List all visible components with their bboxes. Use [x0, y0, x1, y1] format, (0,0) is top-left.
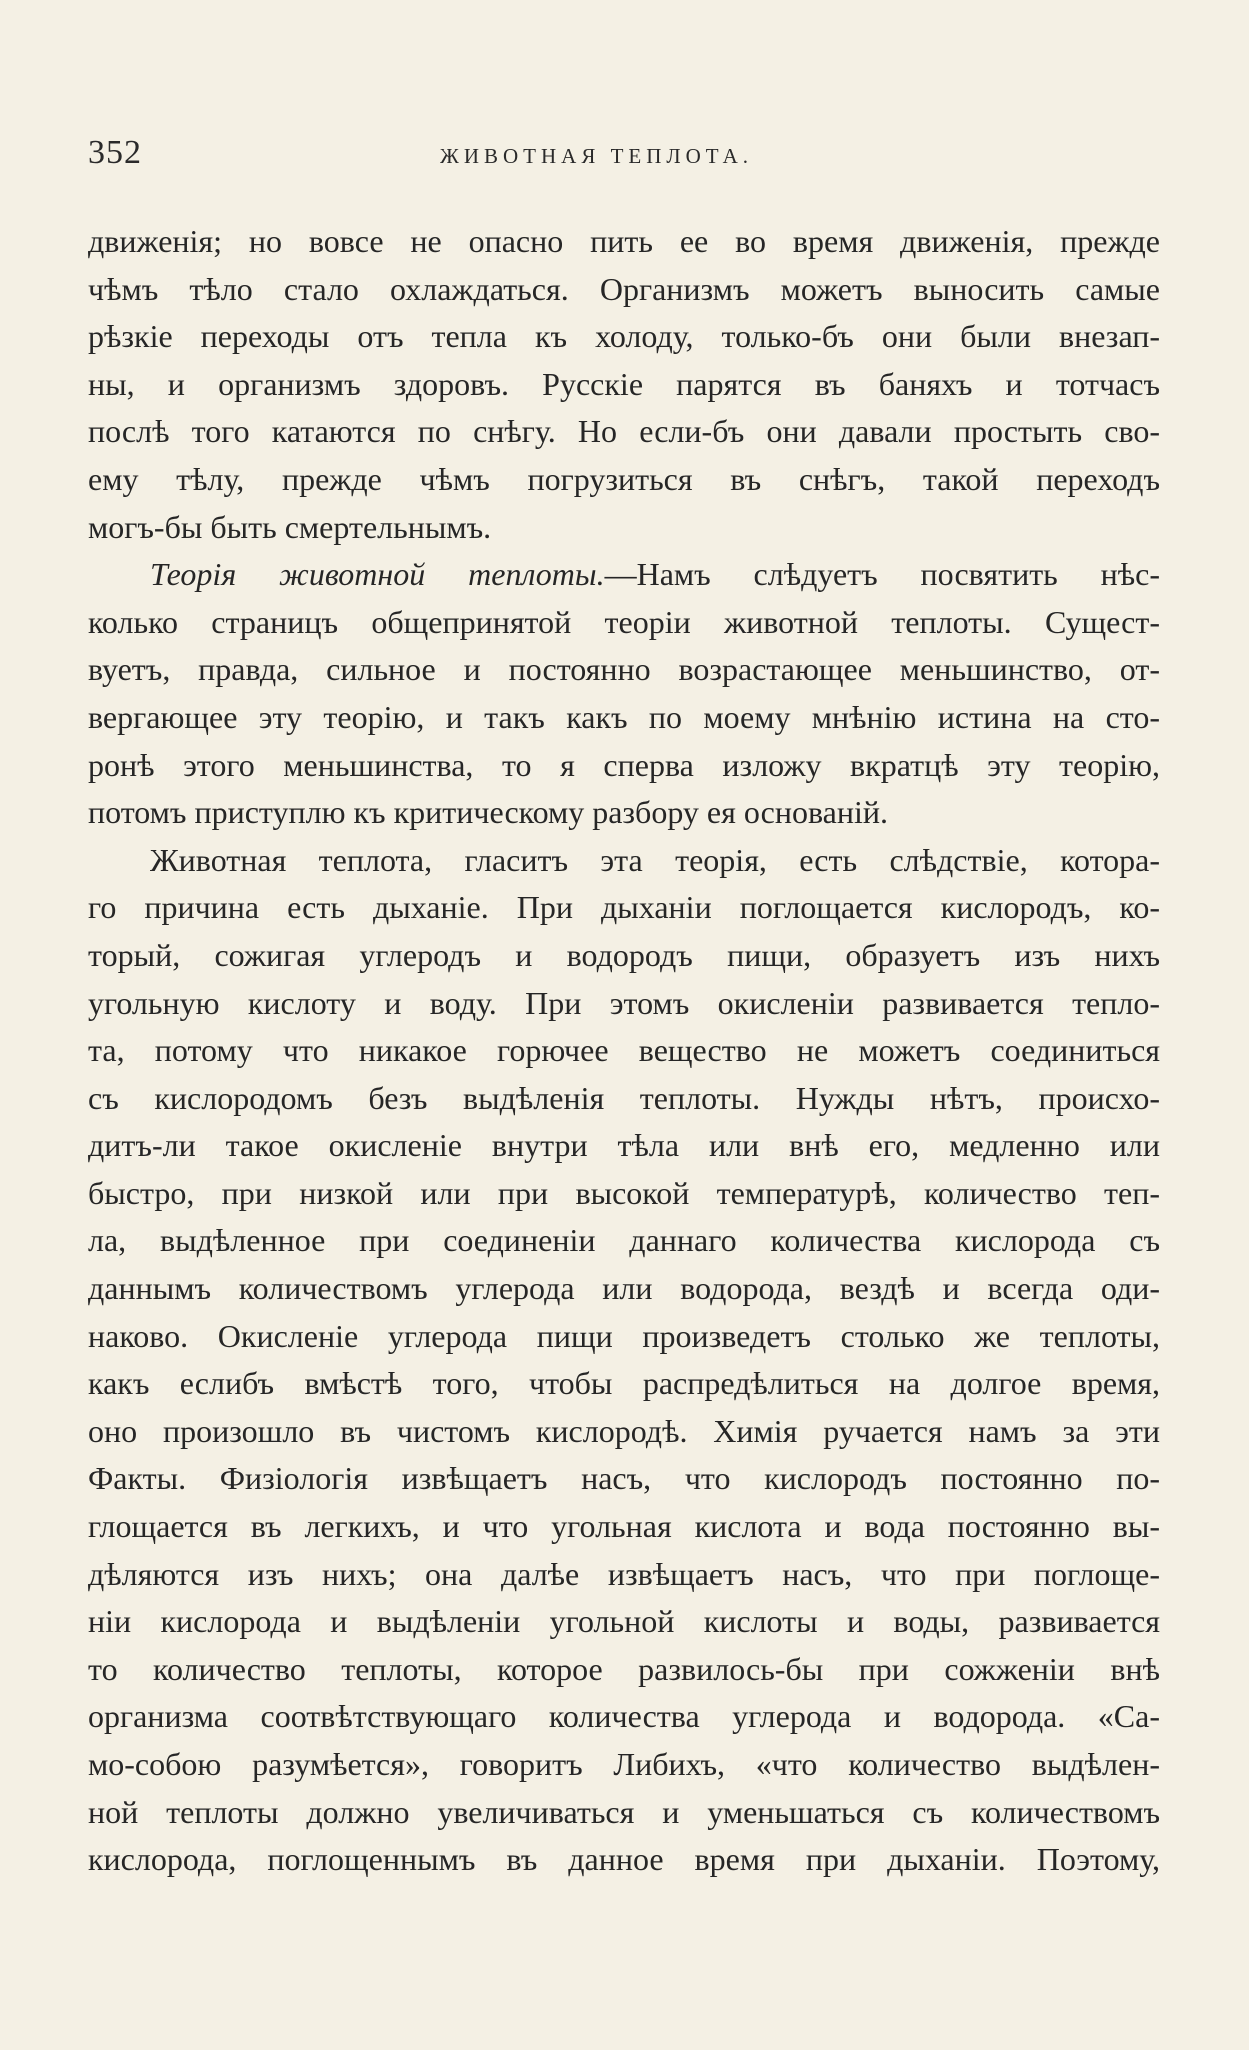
text-line: ной теплоты должно увеличиваться и уменьшаться съ количествомъ: [88, 1793, 1160, 1830]
text-line: вергающее эту теорію, и такъ какъ по моему мнѣнію истина на сто-: [88, 698, 1160, 735]
text-fragment: —Намъ слѣдуетъ посвятить нѣс-: [604, 556, 1160, 593]
text-line: дѣляются изъ нихъ; она далѣе извѣщаетъ насъ, что при поглоще-: [88, 1555, 1160, 1592]
page-header: [88, 134, 1160, 184]
text-line: оно произошло въ чистомъ кислородѣ. Химія ручается намъ за эти: [88, 1412, 1160, 1449]
text-line: быстро, при низкой или при высокой температурѣ, количество теп-: [88, 1174, 1160, 1211]
body-text: [88, 218, 1160, 1884]
text-line: ны, и организмъ здоровъ. Русскіе парятся въ баняхъ и тотчасъ: [88, 365, 1160, 402]
text-line: Животная теплота, гласитъ эта теорія, есть слѣдствіе, котора-: [150, 841, 1160, 878]
text-line: го причина есть дыханіе. При дыханіи поглощается кислородъ, ко-: [88, 889, 1160, 926]
text-line: глощается въ легкихъ, и что угольная кислота и вода постоянно вы-: [88, 1508, 1160, 1545]
text-line: ла, выдѣленное при соединеніи даннаго количества кислорода съ: [88, 1222, 1160, 1259]
text-line: ніи кислорода и выдѣленіи угольной кислоты и воды, развивается: [88, 1603, 1160, 1640]
text-line: то количество теплоты, которое развилось-бы при сожженіи внѣ: [88, 1650, 1160, 1687]
page-number: 352: [88, 134, 142, 171]
text-line: рѣзкіе переходы отъ тепла къ холоду, только-бъ они были внезап-: [88, 318, 1160, 355]
text-line: организма соотвѣтствующаго количества углерода и водорода. «Са-: [88, 1698, 1160, 1735]
text-line: торый, сожигая углеродъ и водородъ пищи, образуетъ изъ нихъ: [88, 936, 1160, 973]
text-line: дитъ-ли такое окисленіе внутри тѣла или внѣ его, медленно или: [88, 1127, 1160, 1164]
text-line: потомъ приступлю къ критическому разбору ея основаній.: [88, 794, 888, 831]
paragraph: [88, 551, 1160, 837]
text-line: мо-собою разумѣется», говоритъ Либихъ, «что количество выдѣлен-: [88, 1746, 1160, 1782]
paragraph: [88, 218, 1160, 551]
text-line: съ кислородомъ безъ выдѣленія теплоты. Нужды нѣтъ, происхо-: [88, 1079, 1160, 1116]
section-heading: Теорія животной теплоты.: [150, 556, 605, 593]
paragraph: [88, 837, 1160, 1884]
text-line: какъ еслибъ вмѣстѣ того, чтобы распредѣлиться на долгое время,: [88, 1365, 1160, 1402]
text-line: чѣмъ тѣло стало охлаждаться. Организмъ можетъ выносить самые: [88, 270, 1160, 307]
text-line: [88, 551, 1160, 599]
text-line: кислорода, поглощеннымъ въ данное время при дыханіи. Поэтому,: [88, 1841, 1160, 1878]
text-line: наково. Окисленіе углерода пищи произведетъ столько же теплоты,: [88, 1317, 1160, 1354]
text-line: могъ-бы быть смертельнымъ.: [88, 508, 492, 545]
text-line: ему тѣлу, прежде чѣмъ погрузиться въ снѣгъ, такой переходъ: [88, 460, 1160, 497]
text-line: ронѣ этого меньшинства, то я сперва изложу вкратцѣ эту теорію,: [88, 746, 1160, 783]
text-line: вуетъ, правда, сильное и постоянно возрастающее меньшинство, от-: [88, 651, 1160, 688]
text-line: движенія; но вовсе не опасно пить ее во время движенія, прежде: [88, 223, 1160, 259]
text-line: Факты. Физіологія извѣщаетъ насъ, что кислородъ постоянно по-: [88, 1460, 1160, 1497]
text-line: та, потому что никакое горючее вещество не можетъ соединиться: [88, 1032, 1160, 1069]
text-line: угольную кислоту и воду. При этомъ окисленіи развивается тепло-: [88, 984, 1160, 1021]
text-line: послѣ того катаются по снѣгу. Но если-бъ они давали простыть сво-: [88, 413, 1160, 450]
text-line: колько страницъ общепринятой теоріи животной теплоты. Сущест-: [88, 603, 1160, 640]
text-line: даннымъ количествомъ углерода или водорода, вездѣ и всегда оди-: [88, 1270, 1160, 1307]
running-title: ЖИВОТНАЯ ТЕПЛОТА.: [440, 144, 753, 168]
